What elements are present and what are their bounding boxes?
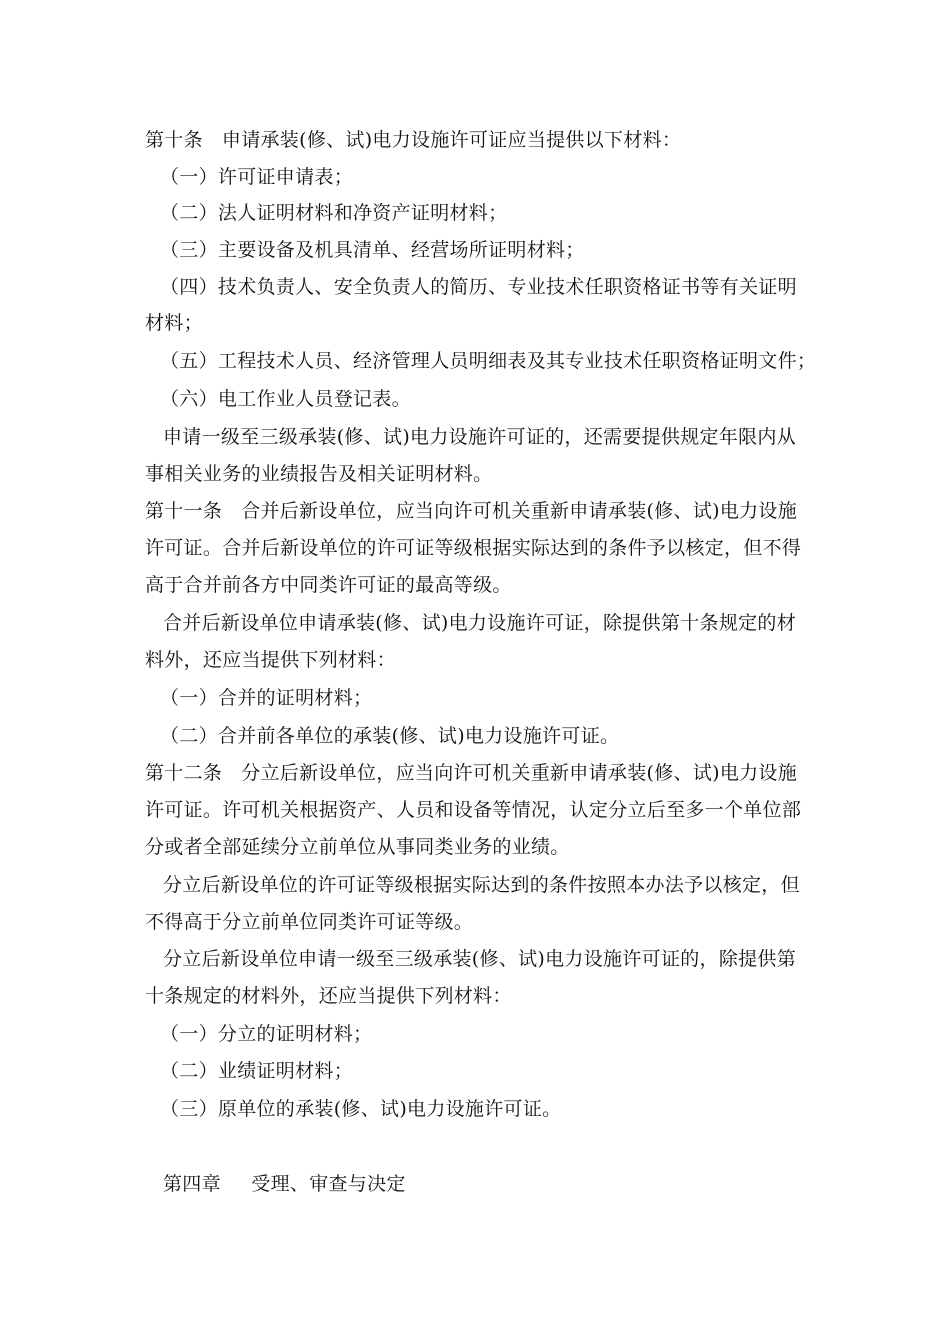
article-12-line-3: 分或者全部延续分立前单位从事同类业务的业绩。 bbox=[145, 836, 570, 858]
article-10-heading bbox=[145, 128, 681, 152]
article-10-item-1: （一）许可证申请表； bbox=[160, 166, 354, 188]
article-10-item-2: （二）法人证明材料和净资产证明材料； bbox=[160, 202, 508, 224]
article-11-paragraph-2-line-2: 料外，还应当提供下列材料： bbox=[145, 649, 396, 671]
article-12-line-2: 许可证。许可机关根据资产、人员和设备等情况，认定分立后至多一个单位部 bbox=[145, 799, 802, 821]
chapter-4-title: 受理、审查与决定 bbox=[251, 1173, 406, 1195]
article-10-paragraph-2-line-2: 事相关业务的业绩报告及相关证明材料。 bbox=[145, 463, 493, 485]
article-12-item-2: （二）业绩证明材料； bbox=[160, 1060, 354, 1082]
article-10-item-4: （四）技术负责人、安全负责人的简历、专业技术任职资格证书等有关证明 bbox=[160, 276, 797, 298]
chapter-4-label: 第四章 bbox=[163, 1173, 221, 1195]
article-11-item-1: （一）合并的证明材料； bbox=[160, 687, 373, 709]
article-11-line-2: 许可证。合并后新设单位的许可证等级根据实际达到的条件予以核定，但不得 bbox=[145, 537, 802, 559]
article-10-text: 申请承装(修、试)电力设施许可证应当提供以下材料： bbox=[221, 129, 682, 151]
article-10-item-5: （五）工程技术人员、经济管理人员明细表及其专业技术任职资格证明文件； bbox=[160, 350, 817, 372]
article-10-label: 第十条 bbox=[145, 129, 203, 151]
article-12-item-3: （三）原单位的承装(修、试)电力设施许可证。 bbox=[160, 1098, 562, 1120]
chapter-4-heading bbox=[163, 1172, 406, 1196]
article-12-paragraph-2-line-2: 不得高于分立前单位同类许可证等级。 bbox=[145, 911, 474, 933]
article-11-text: 合并后新设单位，应当向许可机关重新申请承装(修、试)电力设施 bbox=[241, 500, 798, 522]
article-11-line-3: 高于合并前各方中同类许可证的最高等级。 bbox=[145, 574, 512, 596]
article-10-item-4-continued: 材料； bbox=[145, 312, 203, 334]
article-12-label: 第十二条 bbox=[145, 762, 223, 784]
article-11-item-2: （二）合并前各单位的承装(修、试)电力设施许可证。 bbox=[160, 725, 620, 747]
article-12-text: 分立后新设单位，应当向许可机关重新申请承装(修、试)电力设施 bbox=[241, 762, 798, 784]
article-12-paragraph-2-line-1: 分立后新设单位的许可证等级根据实际达到的条件按照本办法予以核定，但 bbox=[163, 874, 800, 896]
article-10-item-3: （三）主要设备及机具清单、经营场所证明材料； bbox=[160, 239, 585, 261]
article-10-paragraph-2-line-1: 申请一级至三级承装(修、试)电力设施许可证的，还需要提供规定年限内从 bbox=[163, 426, 797, 448]
article-12-paragraph-3-line-2: 十条规定的材料外，还应当提供下列材料： bbox=[145, 985, 512, 1007]
article-12-heading bbox=[145, 761, 797, 785]
article-11-paragraph-2-line-1: 合并后新设单位申请承装(修、试)电力设施许可证，除提供第十条规定的材 bbox=[163, 612, 797, 634]
article-12-paragraph-3-line-1: 分立后新设单位申请一级至三级承装(修、试)电力设施许可证的，除提供第 bbox=[163, 948, 797, 970]
article-12-item-1: （一）分立的证明材料； bbox=[160, 1023, 373, 1045]
article-11-heading bbox=[145, 499, 797, 523]
article-11-label: 第十一条 bbox=[145, 500, 223, 522]
article-10-item-6: （六）电工作业人员登记表。 bbox=[160, 388, 411, 410]
